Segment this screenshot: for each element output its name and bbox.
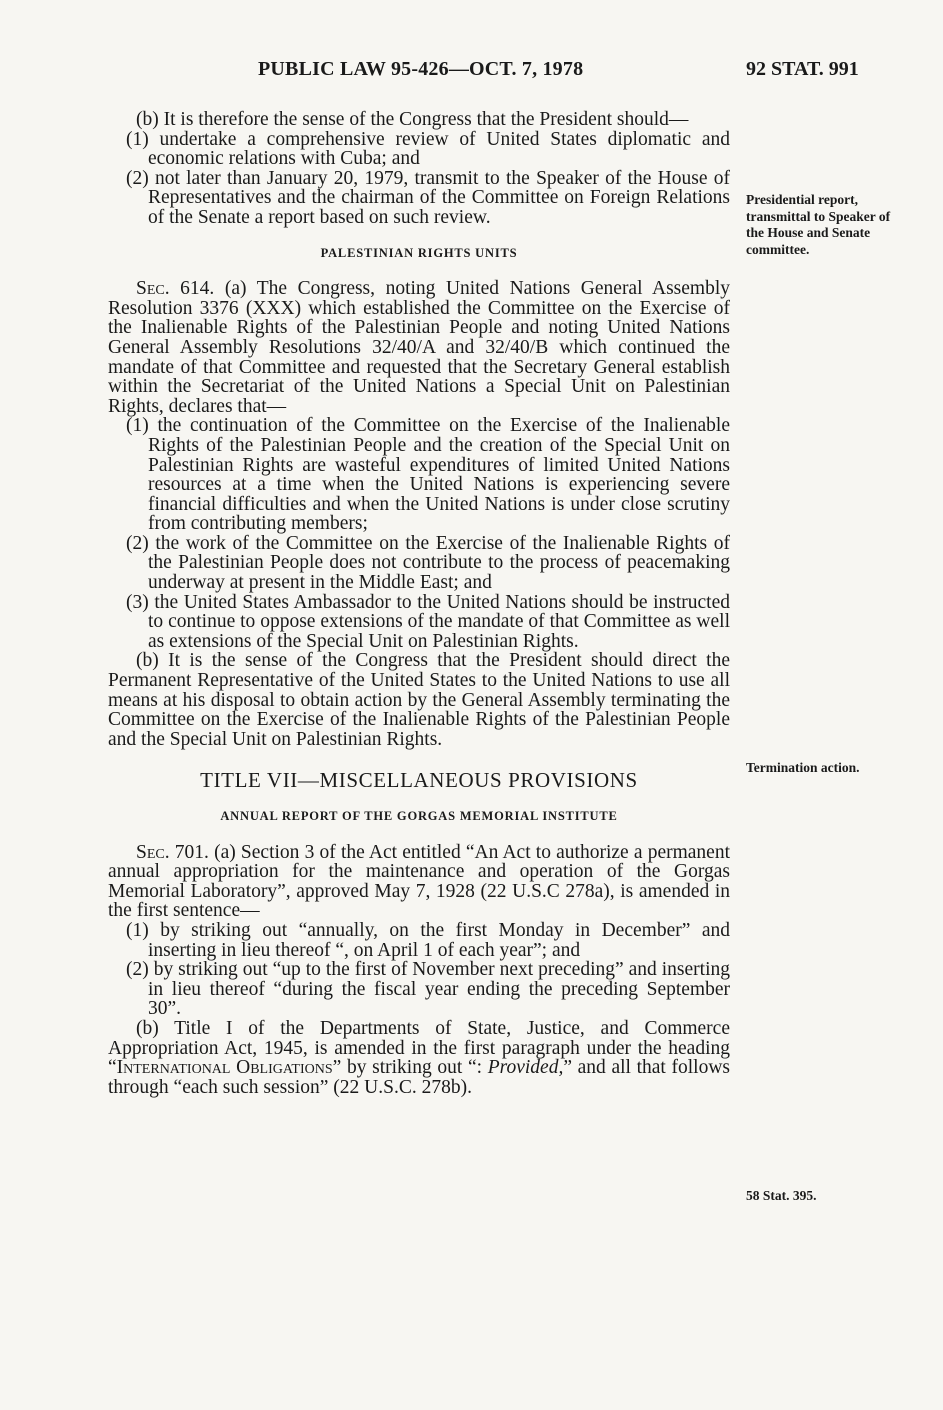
body-text xyxy=(108,110,730,1097)
sec701-a-text: 701. (a) Section 3 of the Act entitled “An Act to authorize a permanent annual appropriation for the maintenance and operation of the Gorgas Memorial Laboratory”, approved May 7, 1928 (22 U.S.C 278a), is amended in the first sentence— xyxy=(108,841,730,922)
title-vii-heading: TITLE VII—MISCELLANEOUS PROVISIONS xyxy=(200,768,638,793)
sec701-b-provided: Provided, xyxy=(487,1057,564,1079)
sec614-item-2: (2) the work of the Committee on the Exercise of the Inalienable Rights of the Palestinian People does not contribute to the process of peacemaking underway at present in the Middle East; and xyxy=(126,532,730,594)
sec614-item-1: (1) the continuation of the Committee on the Exercise of the Inalienable Rights of the Palestinian People and the creation of the Special Unit on Palestinian Rights are wasteful expenditures of limited United Nations resources at a time when the United Nations is experiencing severe financial difficulties and when the United Nations is under close scrutiny from contributing members; xyxy=(126,415,730,535)
margin-note-presidential: Presidential report, transmittal to Speaker of the House and Senate committee. xyxy=(746,192,891,257)
stat-page-number: 92 STAT. 991 xyxy=(746,58,859,80)
sec613-b-item-2: (2) not later than January 20, 1979, transmit to the Speaker of the House of Representatives and the chairman of the Committee on Foreign Relations of the Senate a report based on such review. xyxy=(126,167,730,228)
sec701-b-end: ” and all that follows through “each such session” (22 U.S.C. 278b). xyxy=(108,1057,731,1098)
sec701-b xyxy=(108,1019,730,1097)
sec-label: Sec. xyxy=(136,841,170,863)
running-head xyxy=(0,58,943,88)
sec701-b-mid: ” by striking out “: xyxy=(332,1057,488,1079)
sec701-a-intro xyxy=(108,843,730,921)
sec614-a-text: 614. (a) The Congress, noting United Nations General Assembly Resolution 3376 (XXX) which established the Committee on the Exercise of the Inalienable Rights of the Palestinian People and noting United Nations General Assembly Resolutions 32/40/A and 32/40/B which continued the mandate of that Committee and requested that the Secretary General establish within the Secretariat of the United Nations a Special Unit on Palestinian Rights, declares that— xyxy=(108,278,730,417)
section-heading-gorgas: ANNUAL REPORT OF THE GORGAS MEMORIAL INSTITUTE xyxy=(220,809,618,823)
margin-note-termination: Termination action. xyxy=(746,760,860,775)
sec613-b-item-1: (1) undertake a comprehensive review of United States diplomatic and economic relations with Cuba; and xyxy=(126,128,730,170)
sec613-b-intro: (b) It is therefore the sense of the Congress that the President should— xyxy=(136,109,689,130)
sec701-item-1: (1) by striking out “annually, on the first Monday in December” and inserting in lieu thereof “, on April 1 of each year”; and xyxy=(126,919,730,961)
section-heading-palestinian: PALESTINIAN RIGHTS UNITS xyxy=(320,245,518,260)
sec701-item-2: (2) by striking out “up to the first of November next preceding” and inserting in lieu thereof “during the fiscal year ending the preceding September 30”. xyxy=(126,959,730,1020)
sec701-b-heading: International Obligations xyxy=(116,1057,333,1079)
sec614-b: (b) It is the sense of the Congress that the President should direct the Permanent Representative of the United States to the United Nations to use all means at his disposal to obtain action by the General Assembly terminating the Committee on the Exercise of the Inalienable Rights of the Palestinian People and the Special Unit on Palestinian Rights. xyxy=(108,650,730,750)
sec701-b-start: (b) Title I of the Departments of State, Justice, and Commerce Appropriation Act, 1945, is amended in the first paragraph under the heading “ xyxy=(108,1017,730,1079)
sec614-item-3: (3) the United States Ambassador to the United Nations should be instructed to continue to oppose extensions of the mandate of that Committee as well as extensions of the Special Unit on Palestinian Rights. xyxy=(126,591,730,652)
page-title: PUBLIC LAW 95-426—OCT. 7, 1978 xyxy=(258,58,584,80)
sec-label: Sec. xyxy=(136,278,170,300)
sec614-a-intro xyxy=(108,279,730,416)
margin-note-stat-citation: 58 Stat. 395. xyxy=(746,1188,817,1203)
